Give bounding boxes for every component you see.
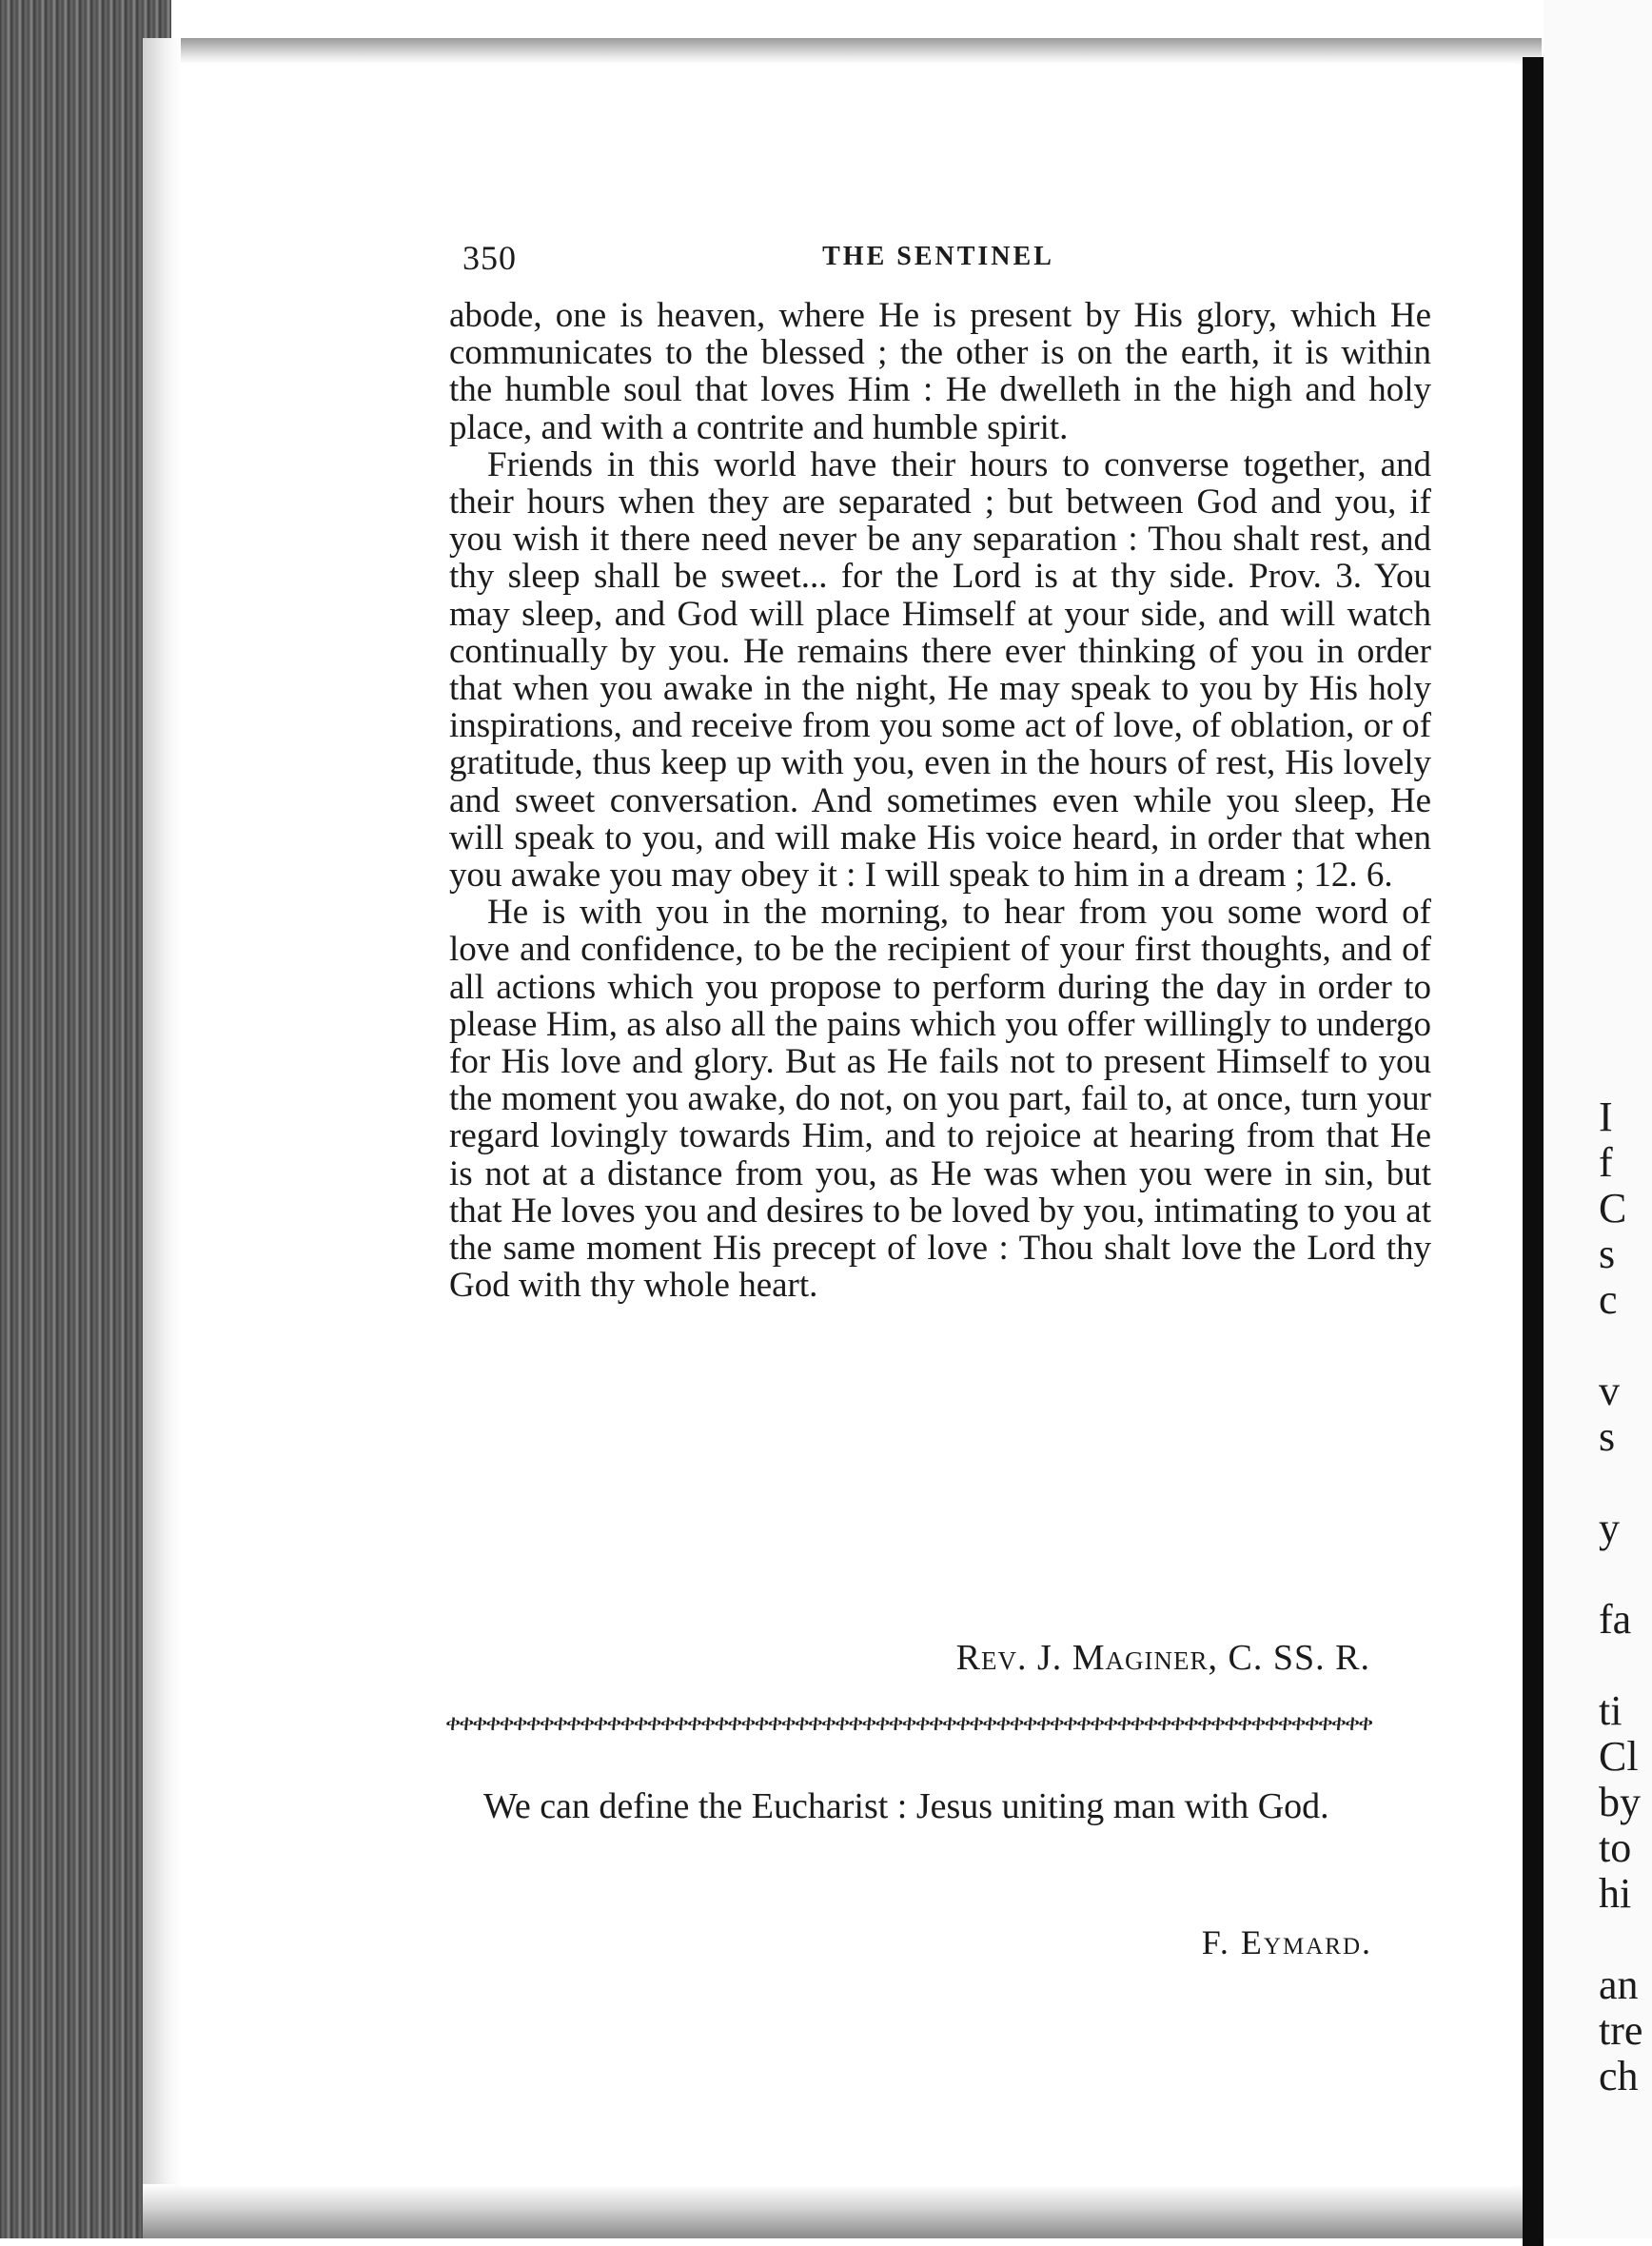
paragraph: He is with you in the morning, to hear from you some word of love and confidence, to be the recipient of your first thoughts, and of all actions which you propose to perform during the day in order to please Him, as also all the pains which you offer willingly to undergo for His love and glory. But as He fails not to present Himself to you the moment you awake, do not, on you part, fail to, at once, turn your regard lovingly towards Him, and to rejoice at hearing from that He is not at a distance from you, as He was when you were in sin, but that He loves you and desires to be loved by you, intimating to you at the same moment His precept of love : Thou shalt love the Lord thy God with thy whole heart. bbox=[449, 893, 1431, 1306]
facing-page-fragment: f bbox=[1599, 1139, 1613, 1186]
running-head: THE SENTINEL bbox=[822, 242, 1054, 271]
quote-author: F. Eymard. bbox=[1201, 1923, 1372, 1961]
facing-page-fragment: fa bbox=[1599, 1596, 1632, 1643]
facing-page-fragment: ti bbox=[1599, 1687, 1622, 1734]
facing-page-fragment: Cl bbox=[1599, 1733, 1639, 1780]
paragraph: Friends in this world have their hours to converse together, and their hours when they are separated ; but between God and you, if you wish it there need never be any separation : Thou shalt rest, and thy sleep shall be sweet... for the Lord is at thy side. Prov. 3. You may sleep, and God will place Himself at your side, and will watch continually by you. He remains there ever thinking of you in order that when you awake in the night, He may speak to you by His holy inspirations, and receive from you some act of love, of oblation, or of gratitude, thus keep up with you, even in the hours of rest, His lovely and sweet conversation. And sometimes even while you sleep, He will speak to you, and will make His voice heard, in order that when you awake you may obey it : I will speak to him in a dream ; 12. 6. bbox=[449, 444, 1431, 896]
facing-page-fragment bbox=[1599, 1917, 1652, 1962]
facing-page-fragment: tre bbox=[1599, 2007, 1643, 2054]
facing-page-fragment: hi bbox=[1599, 1870, 1632, 1917]
page-number: 350 bbox=[462, 239, 517, 277]
book-spine-gutter bbox=[1523, 57, 1544, 2246]
page-fore-edge bbox=[143, 38, 181, 2198]
facing-page-fragment: C bbox=[1599, 1185, 1627, 1231]
facing-page-fragment: an bbox=[1599, 1961, 1639, 2008]
page-header bbox=[462, 238, 1433, 286]
facing-page-fragment: I bbox=[1599, 1094, 1613, 1140]
book-bottom-edge bbox=[143, 2184, 1551, 2238]
facing-page-fragment bbox=[1599, 1551, 1652, 1597]
facing-page-fragment: s bbox=[1599, 1413, 1616, 1460]
paragraph: abode, one is heaven, where He is present by His glory, which He communicates to the blessed ; the other is on the earth, it is within the humble soul that loves Him : He dwelleth in the high and holy place, and with a contrite and humble spirit. bbox=[449, 296, 1431, 447]
facing-page-fragment: v bbox=[1599, 1368, 1620, 1414]
facing-page-fragment: s bbox=[1599, 1231, 1616, 1277]
article-body bbox=[449, 297, 1431, 1304]
facing-page-fragment: ch bbox=[1599, 2053, 1639, 2099]
facing-page-fragment bbox=[1599, 1323, 1652, 1369]
ornamental-divider: ቀቀቀቀቀቀቀቀቀቀቀቀቀቀቀቀቀቀቀቀቀቀቀቀቀቀቀቀቀቀቀቀቀቀቀቀቀቀቀቀቀቀቀቀቀቀቀቀቀቀቀቀቀቀቀቀቀቀቀቀቀቀቀቀቀቀቀቀቀ bbox=[445, 1711, 1372, 1736]
facing-page-fragment: c bbox=[1599, 1276, 1618, 1323]
book-top-edge bbox=[152, 38, 1542, 65]
facing-page-fragment bbox=[1599, 1643, 1652, 1688]
author-signature: Rev. J. Maginer, C. SS. R. bbox=[955, 1638, 1370, 1678]
facing-page-fragment bbox=[1599, 1460, 1652, 1506]
facing-page-fragment: by bbox=[1599, 1779, 1641, 1825]
facing-page-fragment: y bbox=[1599, 1505, 1620, 1551]
facing-page-text-fragments bbox=[1599, 1094, 1652, 2099]
facing-page-fragment: to bbox=[1599, 1824, 1632, 1871]
eucharist-quote: We can define the Eucharist : Jesus uniting man with God. bbox=[483, 1786, 1329, 1826]
